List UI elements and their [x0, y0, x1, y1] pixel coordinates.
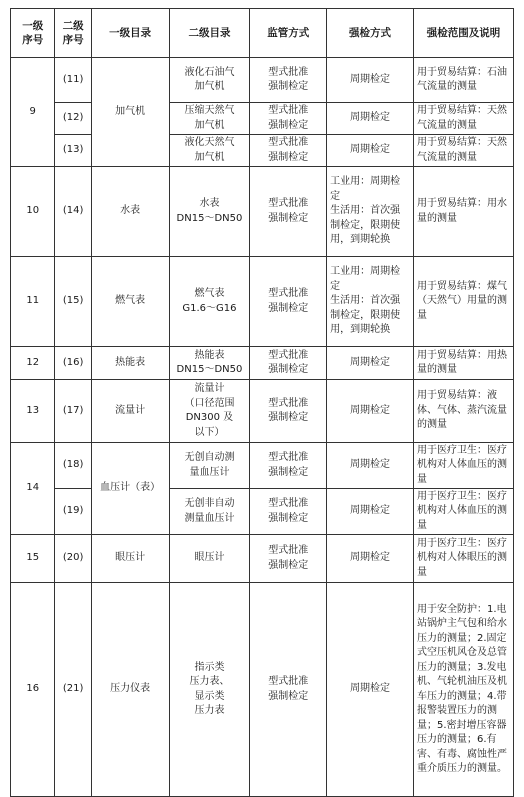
table-row — [11, 489, 514, 535]
table-row — [11, 443, 514, 489]
scope: 用于贸易结算：用水量的测量 — [413, 167, 513, 257]
level1-dir: 燃气表 — [91, 257, 169, 347]
level2-dir: 指示类 压力表、 显示类 压力表 — [169, 583, 250, 797]
supervision: 型式批准 强制检定 — [250, 443, 327, 489]
table-row — [11, 167, 514, 257]
level1-no: 15 — [11, 535, 55, 583]
level1-dir: 流量计 — [91, 380, 169, 443]
inspection: 工业用：周期检定 生活用：首次强制检定，限期使用，到期轮换 — [327, 257, 414, 347]
inspection: 周期检定 — [327, 103, 414, 135]
level2-no: (12) — [55, 103, 91, 135]
level1-no: 10 — [11, 167, 55, 257]
supervision: 型式批准 强制检定 — [250, 583, 327, 797]
inspection: 工业用：周期检定 生活用：首次强制检定，限期使用，到期轮换 — [327, 167, 414, 257]
inspection: 周期检定 — [327, 489, 414, 535]
level2-dir: 眼压计 — [169, 535, 250, 583]
level1-dir: 加气机 — [91, 58, 169, 167]
level2-no: (19) — [55, 489, 91, 535]
scope: 用于医疗卫生：医疗机构对人体血压的测量 — [413, 489, 513, 535]
scope: 用于医疗卫生：医疗机构对人体血压的测量 — [413, 443, 513, 489]
level1-dir: 眼压计 — [91, 535, 169, 583]
supervision: 型式批准 强制检定 — [250, 58, 327, 103]
level2-dir: 无创非自动 测量血压计 — [169, 489, 250, 535]
level1-no: 12 — [11, 347, 55, 380]
scope: 用于贸易结算：液体、气体、蒸汽流量的测量 — [413, 380, 513, 443]
header-level2-dir: 二级目录 — [169, 9, 250, 58]
level2-dir: 热能表 DN15～DN50 — [169, 347, 250, 380]
table-row — [11, 58, 514, 103]
table-row — [11, 583, 514, 797]
table-row — [11, 103, 514, 135]
level2-no: (16) — [55, 347, 91, 380]
level2-no: (11) — [55, 58, 91, 103]
header-row — [11, 9, 514, 58]
table-row — [11, 380, 514, 443]
level2-no: (15) — [55, 257, 91, 347]
supervision: 型式批准 强制检定 — [250, 380, 327, 443]
header-inspection: 强检方式 — [327, 9, 414, 58]
level2-dir: 液化石油气 加气机 — [169, 58, 250, 103]
level2-dir: 液化天然气 加气机 — [169, 135, 250, 167]
header-level1-no: 一级 序号 — [11, 9, 55, 58]
supervision: 型式批准 强制检定 — [250, 135, 327, 167]
level2-dir: 压缩天然气 加气机 — [169, 103, 250, 135]
header-scope: 强检范围及说明 — [413, 9, 513, 58]
level2-dir: 流量计 （口径范围 DN300 及 以下） — [169, 380, 250, 443]
scope: 用于医疗卫生：医疗机构对人体眼压的测量 — [413, 535, 513, 583]
table-row — [11, 535, 514, 583]
header-supervision: 监管方式 — [250, 9, 327, 58]
supervision: 型式批准 强制检定 — [250, 347, 327, 380]
inspection: 周期检定 — [327, 135, 414, 167]
scope: 用于贸易结算：天然气流量的测量 — [413, 135, 513, 167]
level1-dir: 血压计（表） — [91, 443, 169, 535]
level2-dir: 水表 DN15～DN50 — [169, 167, 250, 257]
supervision: 型式批准 强制检定 — [250, 167, 327, 257]
level1-no: 13 — [11, 380, 55, 443]
supervision: 型式批准 强制检定 — [250, 489, 327, 535]
header-level1-dir: 一级目录 — [91, 9, 169, 58]
supervision: 型式批准 强制检定 — [250, 535, 327, 583]
level2-dir: 燃气表 G1.6～G16 — [169, 257, 250, 347]
level1-dir: 压力仪表 — [91, 583, 169, 797]
inspection: 周期检定 — [327, 58, 414, 103]
level2-no: (20) — [55, 535, 91, 583]
level2-no: (13) — [55, 135, 91, 167]
level2-no: (17) — [55, 380, 91, 443]
scope: 用于贸易结算：天然气流量的测量 — [413, 103, 513, 135]
level1-no: 11 — [11, 257, 55, 347]
table-row — [11, 347, 514, 380]
level1-dir: 水表 — [91, 167, 169, 257]
header-level2-no: 二级 序号 — [55, 9, 91, 58]
level2-no: (21) — [55, 583, 91, 797]
table-row — [11, 257, 514, 347]
level2-dir: 无创自动测 量血压计 — [169, 443, 250, 489]
scope: 用于贸易结算：用热量的测量 — [413, 347, 513, 380]
level2-no: (18) — [55, 443, 91, 489]
table-row — [11, 135, 514, 167]
inspection: 周期检定 — [327, 583, 414, 797]
inspection-table — [10, 8, 514, 797]
inspection: 周期检定 — [327, 380, 414, 443]
scope: 用于贸易结算：煤气（天然气）用量的测量 — [413, 257, 513, 347]
supervision: 型式批准 强制检定 — [250, 257, 327, 347]
level1-dir: 热能表 — [91, 347, 169, 380]
level1-no: 16 — [11, 583, 55, 797]
inspection: 周期检定 — [327, 347, 414, 380]
scope: 用于贸易结算：石油气流量的测量 — [413, 58, 513, 103]
supervision: 型式批准 强制检定 — [250, 103, 327, 135]
inspection: 周期检定 — [327, 535, 414, 583]
inspection: 周期检定 — [327, 443, 414, 489]
level1-no: 14 — [11, 443, 55, 535]
level1-no: 9 — [11, 58, 55, 167]
scope: 用于安全防护：1.电站锅炉主气包和给水压力的测量；2.固定式空压机风仓及总管压力的测量；3.发电机、气轮机油压及机车压力的测量；4.带报警装置压力的测量；5.密封增压容器压力的测量；6.有害、有毒、腐蚀性严重介质压力的测量。 — [413, 583, 513, 797]
level2-no: (14) — [55, 167, 91, 257]
